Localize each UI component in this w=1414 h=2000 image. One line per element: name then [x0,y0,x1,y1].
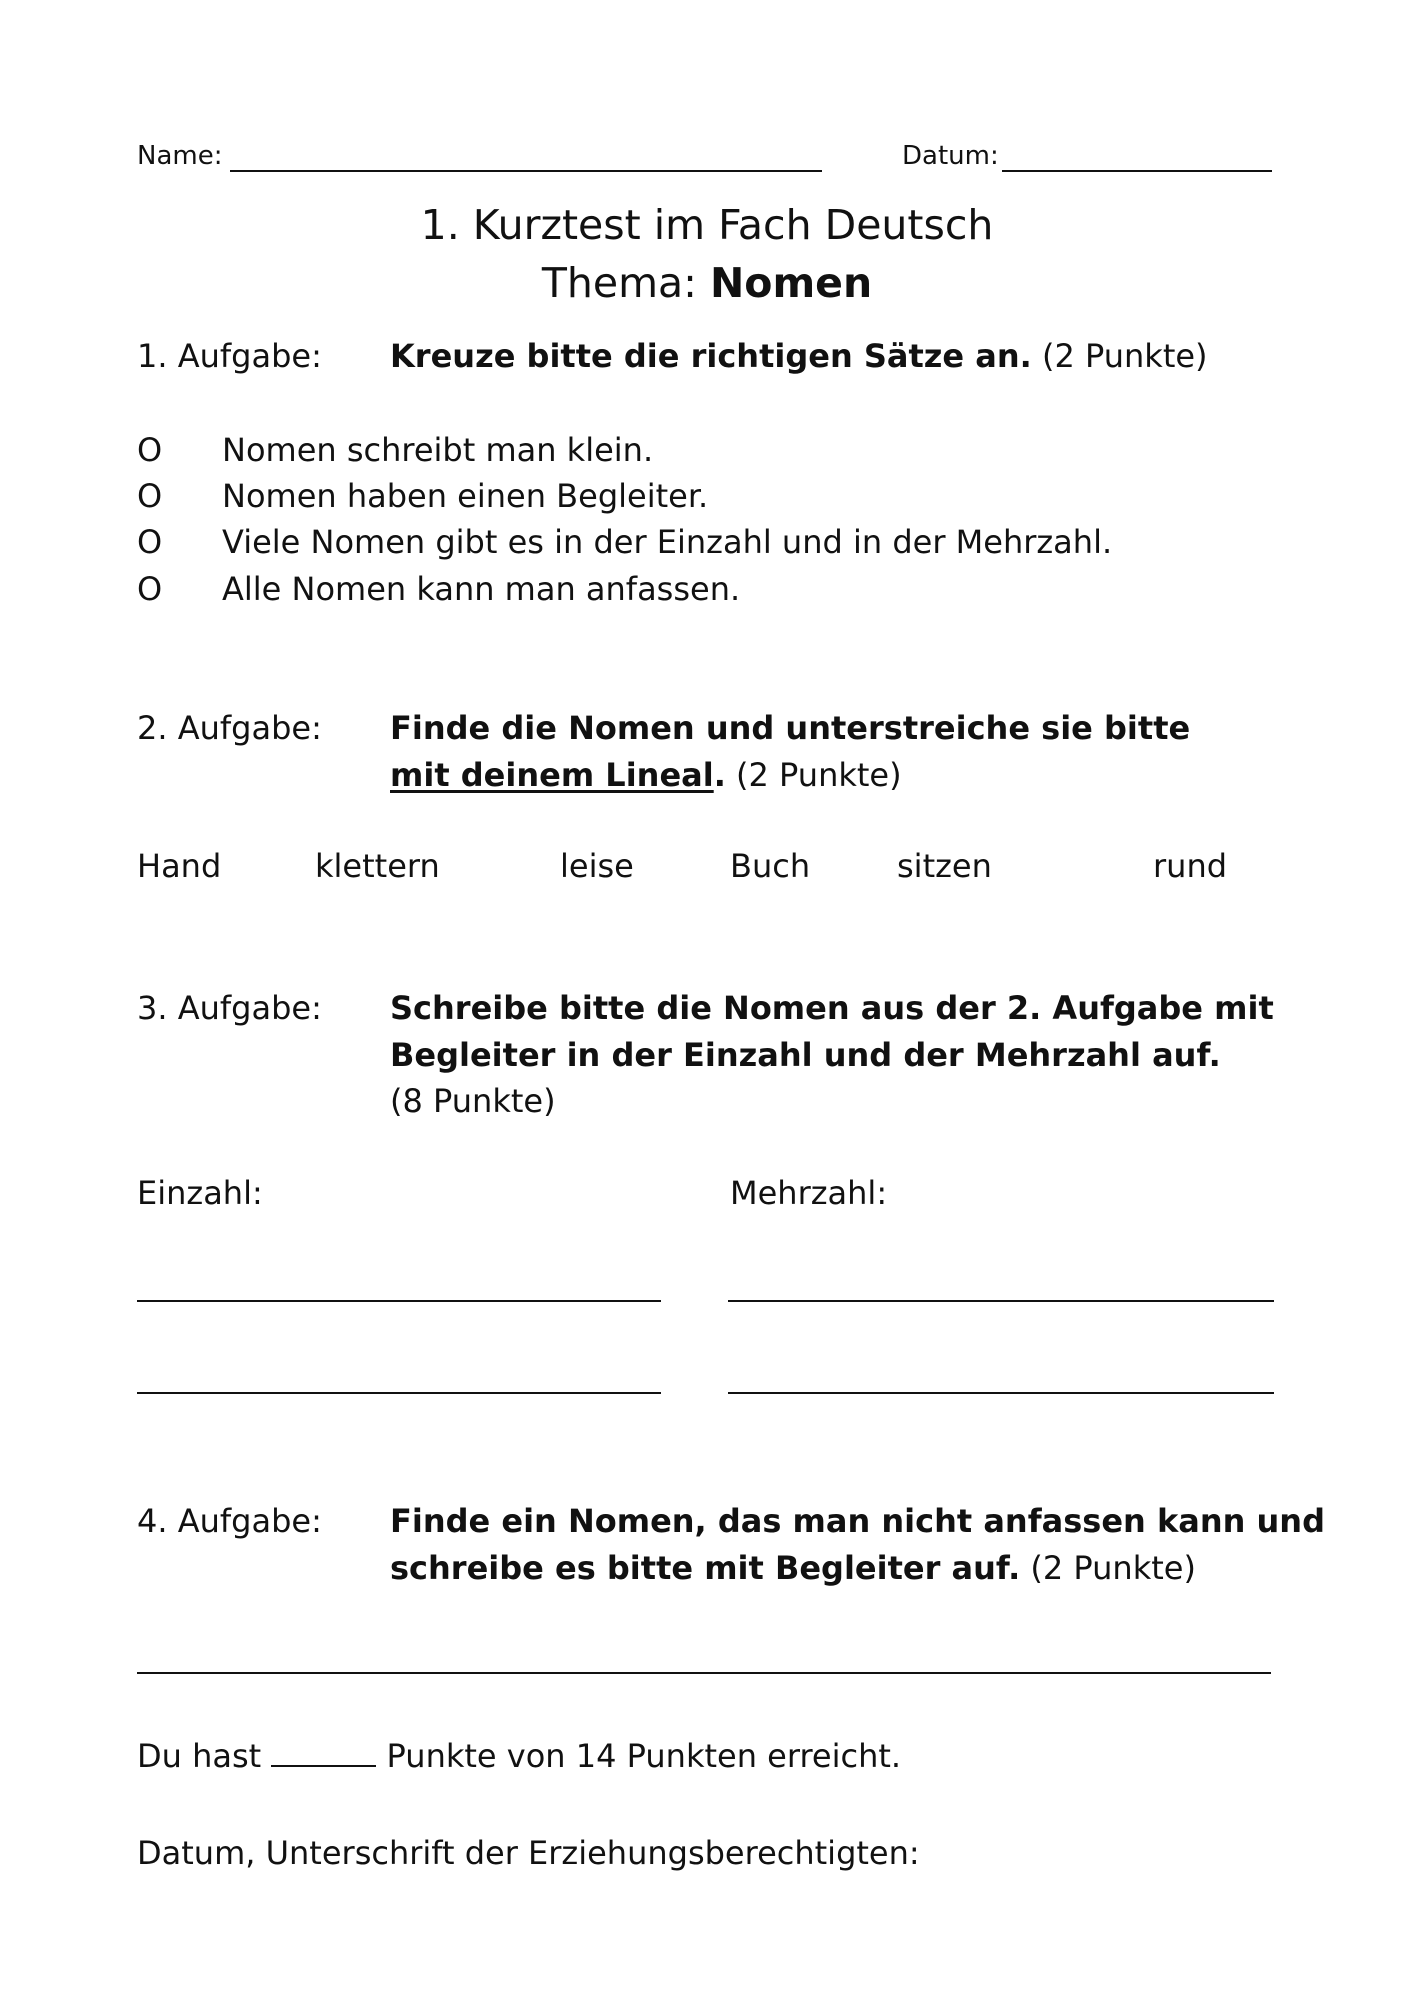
score-blank[interactable] [271,1739,376,1767]
score-prefix: Du hast [137,1737,272,1775]
task4-points: (2 Punkte) [1020,1549,1196,1587]
task2-instruction-line2 [390,755,902,795]
task1-option-text: Nomen haben einen Begleiter. [222,477,709,515]
task1-instruction [390,336,1208,376]
task2-dot: . [713,756,726,794]
word-item[interactable]: klettern [315,847,440,885]
task3-instruction-line2: Begleiter in der Einzahl und der Mehrzahl auf. [390,1036,1221,1074]
task4-answer-line[interactable] [137,1672,1271,1674]
word-item[interactable]: Buch [730,847,811,885]
task1-points: (2 Punkte) [1031,337,1208,375]
name-label: Name: [137,141,223,171]
task1-option-text: Viele Nomen gibt es in der Einzahl und in der Mehrzahl. [222,523,1113,561]
task1-instruction-text: Kreuze bitte die richtigen Sätze an. [390,337,1032,375]
word-item[interactable]: leise [560,847,634,885]
plural-answer-line[interactable] [728,1300,1274,1302]
plural-answer-line[interactable] [728,1392,1274,1394]
singular-answer-line[interactable] [137,1392,661,1394]
task3-points: (8 Punkte) [390,1082,556,1120]
task4-label: 4. Aufgabe: [137,1502,322,1540]
task1-option-text: Nomen schreibt man klein. [222,431,654,469]
page-title: 1. Kurztest im Fach Deutsch [420,201,994,249]
task1-label: 1. Aufgabe: [137,337,322,375]
task1-option-text: Alle Nomen kann man anfassen. [222,570,741,608]
task2-underlined-text: mit deinem Lineal [390,756,714,794]
word-item[interactable]: Hand [137,847,222,885]
task1-option-marker[interactable]: O [137,523,163,561]
word-item[interactable]: rund [1153,847,1228,885]
score-suffix: Punkte von 14 Punkten erreicht. [376,1737,902,1775]
task3-label: 3. Aufgabe: [137,989,322,1027]
signature-label: Datum, Unterschrift der Erziehungsberechtigten: [137,1834,920,1872]
task1-option-marker[interactable]: O [137,477,163,515]
score-line [137,1736,901,1776]
task3-instruction-line1: Schreibe bitte die Nomen aus der 2. Aufgabe mit [390,989,1274,1027]
subtitle-prefix: Thema: [541,259,710,307]
subtitle-topic: Nomen [709,259,873,307]
word-item[interactable]: sitzen [897,847,992,885]
name-field-line[interactable] [230,170,822,172]
task1-option-marker[interactable]: O [137,570,163,608]
task2-points: (2 Punkte) [725,756,902,794]
singular-column-label: Einzahl: [137,1174,263,1212]
task2-instruction-line1: Finde die Nomen und unterstreiche sie bitte [390,709,1191,747]
task4-instruction-line1: Finde ein Nomen, das man nicht anfassen kann und [390,1502,1325,1540]
task1-option-marker[interactable]: O [137,431,163,469]
date-field-line[interactable] [1002,170,1272,172]
task4-instruction-line2 [390,1548,1196,1588]
page-subtitle [0,258,1414,308]
singular-answer-line[interactable] [137,1300,661,1302]
date-label: Datum: [902,141,999,171]
plural-column-label: Mehrzahl: [730,1174,888,1212]
task4-instruction-text: schreibe es bitte mit Begleiter auf. [390,1549,1021,1587]
task2-label: 2. Aufgabe: [137,709,322,747]
